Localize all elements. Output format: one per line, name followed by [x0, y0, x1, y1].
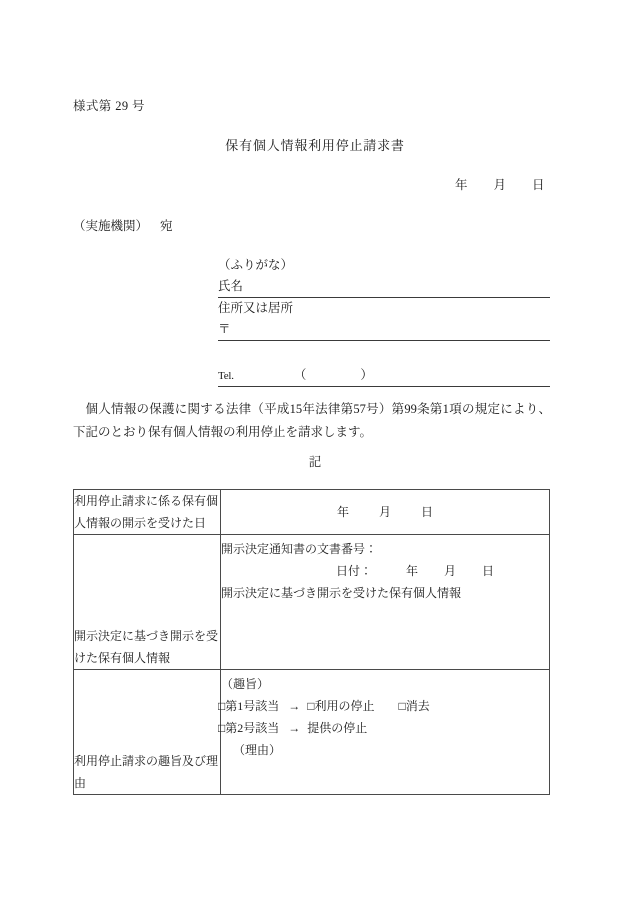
name-label: 氏名 [218, 279, 244, 293]
notice-date-day: 日 [482, 564, 495, 578]
name-row[interactable] [218, 276, 550, 298]
disclosed-information-value[interactable] [221, 535, 550, 670]
furigana-row [218, 255, 550, 276]
purpose-and-reason-label: 利用停止請求の趣旨及び理由 [74, 670, 221, 795]
disclosure-date-value[interactable] [221, 490, 550, 535]
purpose-option-item2-line [218, 717, 549, 739]
purpose-option-item1-line [218, 695, 549, 717]
notice-document-number-line: 開示決定通知書の文書番号： [221, 542, 378, 556]
purpose-and-reason-value[interactable] [218, 670, 550, 795]
document-title: 保有個人情報利用停止請求書 [225, 138, 405, 153]
submission-date-day: 日 [532, 178, 545, 192]
submission-date-year: 年 [455, 178, 468, 192]
address-row [218, 298, 550, 319]
address-label: 住所又は居所 [218, 301, 294, 315]
purpose-heading: （趣旨） [221, 677, 270, 691]
notice-date-year: 年 [406, 564, 419, 578]
body-paragraph: 個人情報の保護に関する法律（平成15年法律第57号）第99条第1項の規定により、下記のとおり保有個人情報の利用停止を請求します。 [73, 402, 551, 439]
item2-arrow-icon: → [288, 721, 301, 735]
disclosure-date-label: 利用停止請求に係る保有個人情報の開示を受けた日 [74, 490, 221, 535]
item2-option-suspend-provision-label: 提供の停止 [307, 721, 368, 735]
reason-heading: （理由） [233, 743, 282, 757]
disclosure-date-day: 日 [421, 505, 434, 519]
form-number: 様式第 29 号 [73, 99, 145, 113]
notice-date-line [221, 560, 549, 582]
item1-arrow-icon: → [288, 699, 301, 713]
table-row-disclosure-date [74, 490, 550, 535]
telephone-paren-close: ） [360, 368, 373, 382]
telephone-paren [294, 365, 373, 386]
disclosed-information-line: 開示決定に基づき開示を受けた保有個人情報 [221, 586, 462, 600]
submission-date-line [455, 175, 545, 193]
notice-date-month: 月 [444, 564, 457, 578]
kiji-marker: 記 [308, 455, 322, 469]
applicant-block [218, 255, 550, 387]
furigana-label: （ふりがな） [218, 258, 294, 272]
disclosure-date-ymd [337, 505, 433, 519]
disclosure-date-year: 年 [336, 505, 349, 519]
request-details-table [73, 489, 550, 795]
addressee-suffix: 宛 [160, 219, 173, 233]
item1-option-suspend-use-label: 利用の停止 [314, 699, 375, 713]
telephone-paren-open: （ [293, 368, 307, 382]
postal-code-label: 〒 [218, 322, 231, 336]
item1-label: 第1号該当 [225, 699, 280, 713]
item2-label: 第2号該当 [225, 721, 280, 735]
address-blank-row[interactable] [218, 341, 550, 365]
disclosure-date-month: 月 [378, 505, 391, 519]
notice-date-label: 日付： [336, 564, 373, 578]
item2-checkbox[interactable]: □ [218, 721, 226, 735]
table-row-disclosed-information [74, 535, 550, 670]
submission-date-month: 月 [493, 178, 507, 192]
item1-option-suspend-use-checkbox[interactable]: □ [307, 699, 315, 713]
telephone-row[interactable] [218, 365, 550, 387]
addressee-line [73, 216, 173, 234]
disclosed-information-label: 開示決定に基づき開示を受けた保有個人情報 [74, 535, 221, 670]
item1-checkbox[interactable]: □ [218, 699, 226, 713]
item1-option-erase-label: 消去 [405, 699, 430, 713]
postal-code-row[interactable] [218, 319, 550, 341]
table-row-purpose-and-reason [74, 670, 550, 795]
addressee-organization: （実施機関） [73, 219, 149, 233]
item1-option-erase-checkbox[interactable]: □ [398, 699, 406, 713]
telephone-label: Tel. [218, 370, 234, 382]
